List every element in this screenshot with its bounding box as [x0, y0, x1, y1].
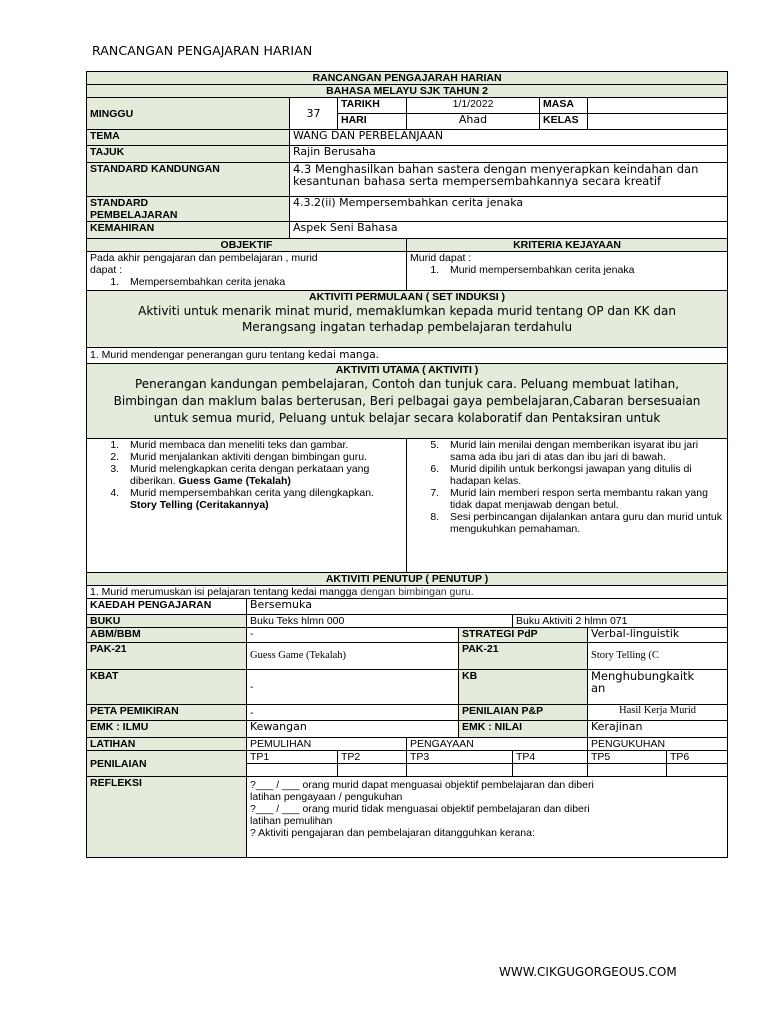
- permulaan-note: 1. Murid mendengar penerangan guru tentang kedai manga.: [87, 348, 728, 364]
- latihan-pemulihan: PEMULIHAN: [247, 738, 407, 751]
- buku-value-2: Buku Aktiviti 2 hlmn 071: [513, 615, 728, 628]
- kbat-label: KBAT: [87, 670, 247, 705]
- utama-item-3: 3. Murid melengkapkan cerita dengan perkataan yang diberikan. Guess Game (Tekalah): [122, 463, 403, 487]
- tp4: TP4: [513, 751, 588, 764]
- objektif-header: OBJEKTIF: [87, 239, 407, 252]
- footer-url: WWW.CIKGUGORGEOUS.COM: [499, 965, 677, 979]
- tp6: TP6: [667, 751, 728, 764]
- minggu-value: 37: [290, 98, 338, 130]
- abm-value: -: [247, 628, 459, 643]
- latihan-pengayaan: PENGAYAAN: [407, 738, 588, 751]
- tp1: TP1: [247, 751, 338, 764]
- kemahiran-value: Aspek Seni Bahasa: [290, 222, 728, 239]
- kelas-value: [588, 114, 728, 130]
- pak21-left-label: PAK-21: [87, 643, 247, 670]
- permulaan-section: AKTIVITI PERMULAAN ( SET INDUKSI ) Aktiviti untuk menarik minat murid, memaklumkan kepada murid tentang OP dan KK dan Merangsang ingatan terhadap pembelajaran terdahulu: [87, 291, 728, 348]
- kaedah-label: KAEDAH PENGAJARAN: [87, 599, 247, 615]
- penilaian-pp-value: Hasil Kerja Murid: [588, 705, 728, 721]
- emk-nilai-label: EMK : NILAI: [459, 721, 588, 738]
- kriteria-body: Murid dapat : 1. Murid mempersembahkan cerita jenaka: [407, 252, 728, 291]
- refleksi-body: ?___ / ___ orang murid dapat menguasai objektif pembelajaran dan diberi latihan pengayaan / pengukuhan ?___ / ___ orang murid tidak menguasai objektif pembelajaran dan diberi latihan pemulihan ? Aktiviti pengajaran dan pembelajaran ditangguhkan kerana:: [247, 777, 728, 858]
- permulaan-header: AKTIVITI PERMULAAN ( SET INDUKSI ): [309, 291, 506, 303]
- penilaian-label: PENILAIAN: [87, 751, 247, 777]
- penutup-header: AKTIVITI PENUTUP ( PENUTUP ): [87, 573, 728, 586]
- abm-label: ABM/BBM: [87, 628, 247, 643]
- refleksi-label: REFLEKSI: [87, 777, 247, 858]
- pak21-left-value: Guess Game (Tekalah): [247, 643, 459, 670]
- tarikh-value: 1/1/2022: [407, 98, 540, 114]
- utama-section: AKTIVITI UTAMA ( AKTIVITI ) Penerangan kandungan pembelajaran, Contoh dan tunjuk cara. Peluang membuat latihan, Bimbingan dan maklum balas berterusan, Beri pelbagai gaya pembelajaran,Cabaran bersesuaian untuk semua murid, Peluang untuk belajar secara kolaboratif dan Pentaksiran untuk: [87, 364, 728, 439]
- standard-pembelajaran-label: STANDARD PEMBELAJARAN: [87, 197, 290, 222]
- kriteria-header: KRITERIA KEJAYAAN: [407, 239, 728, 252]
- tp4-score: [513, 764, 588, 777]
- emk-ilmu-label: EMK : ILMU: [87, 721, 247, 738]
- kemahiran-label: KEMAHIRAN: [87, 222, 290, 239]
- kbat-value: -: [247, 670, 459, 705]
- penilaian-pp-label: PENILAIAN P&P: [459, 705, 588, 721]
- tema-value: WANG DAN PERBELANJAAN: [290, 130, 728, 146]
- title-2: BAHASA MELAYU SJK TAHUN 2: [87, 85, 728, 98]
- utama-header: AKTIVITI UTAMA ( AKTIVITI ): [335, 364, 479, 376]
- utama-item-5: 5. Murid lain menilai dengan memberikan isyarat ibu jari sama ada ibu jari di atas dan ibu jari di bawah.: [442, 439, 724, 463]
- minggu-label: MINGGU: [87, 98, 290, 130]
- utama-list-left: [87, 439, 407, 573]
- strategi-label: STRATEGI PdP: [459, 628, 588, 643]
- tp5: TP5: [588, 751, 667, 764]
- strategi-value: Verbal-linguistik: [588, 628, 728, 643]
- masa-label: MASA: [540, 98, 588, 114]
- standard-pembelajaran-value: 4.3.2(ii) Mempersembahkan cerita jenaka: [290, 197, 728, 222]
- kb-label: KB: [459, 670, 588, 705]
- utama-item-4: 4. Murid mempersembahkan cerita yang dilengkapkan. Story Telling (Ceritakannya): [122, 487, 403, 511]
- kelas-label: KELAS: [540, 114, 588, 130]
- utama-list-right: [407, 439, 728, 573]
- page-header: RANCANGAN PENGAJARAN HARIAN: [92, 43, 313, 58]
- tp5-score: [588, 764, 667, 777]
- hari-value: Ahad: [407, 114, 540, 130]
- utama-item-1: 1. Murid membaca dan meneliti teks dan gambar.: [122, 439, 403, 451]
- standard-kandungan-label: STANDARD KANDUNGAN: [87, 163, 290, 197]
- emk-nilai-value: Kerajinan: [588, 721, 728, 738]
- hari-label: HARI: [338, 114, 407, 130]
- tp1-score: [247, 764, 338, 777]
- tp2-score: [338, 764, 407, 777]
- tp6-score: [667, 764, 728, 777]
- buku-value-1: Buku Teks hlmn 000: [247, 615, 513, 628]
- emk-ilmu-value: Kewangan: [247, 721, 459, 738]
- utama-item-2: 2. Murid menjalankan aktiviti dengan bimbingan guru.: [122, 451, 403, 463]
- tarikh-label: TARIKH: [338, 98, 407, 114]
- pak21-right-value: Story Telling (C: [588, 643, 728, 670]
- rph-table: [86, 71, 728, 858]
- latihan-pengukuhan: PENGUKUHAN: [588, 738, 728, 751]
- latihan-label: LATIHAN: [87, 738, 247, 751]
- tp3-score: [407, 764, 513, 777]
- penutup-body: 1. Murid merumuskan isi pelajaran tentang kedai mangga dengan bimbingan guru.: [87, 586, 728, 599]
- utama-item-7: 7. Murid lain memberi respon serta membantu rakan yang tidak dapat menjawab dengan betul.: [442, 487, 724, 511]
- objektif-item: 1. Mempersembahkan cerita jenaka: [122, 276, 403, 288]
- tema-label: TEMA: [87, 130, 290, 146]
- masa-value: [588, 98, 728, 114]
- objektif-body: Pada akhir pengajaran dan pembelajaran , murid dapat : 1. Mempersembahkan cerita jenaka: [87, 252, 407, 291]
- peta-value: -: [247, 705, 459, 721]
- kb-value: Menghubungkaitk an: [588, 670, 728, 705]
- buku-label: BUKU: [87, 615, 247, 628]
- standard-kandungan-value: 4.3 Menghasilkan bahan sastera dengan menyerapkan keindahan dan kesantunan bahasa serta mempersembahkannya secara kreatif: [290, 163, 728, 197]
- tajuk-value: Rajin Berusaha: [290, 146, 728, 163]
- peta-label: PETA PEMIKIRAN: [87, 705, 247, 721]
- tajuk-label: TAJUK: [87, 146, 290, 163]
- pak21-right-label: PAK-21: [459, 643, 588, 670]
- kaedah-value: Bersemuka: [247, 599, 728, 615]
- utama-item-8: 8. Sesi perbincangan dijalankan antara guru dan murid untuk mengukuhkan pemahaman.: [442, 511, 724, 535]
- title-1: RANCANGAN PENGAJARAH HARIAN: [87, 72, 728, 85]
- tp2: TP2: [338, 751, 407, 764]
- tp3: TP3: [407, 751, 513, 764]
- utama-item-6: 6. Murid dipilih untuk berkongsi jawapan yang ditulis di hadapan kelas.: [442, 463, 724, 487]
- kriteria-item: 1. Murid mempersembahkan cerita jenaka: [442, 264, 724, 276]
